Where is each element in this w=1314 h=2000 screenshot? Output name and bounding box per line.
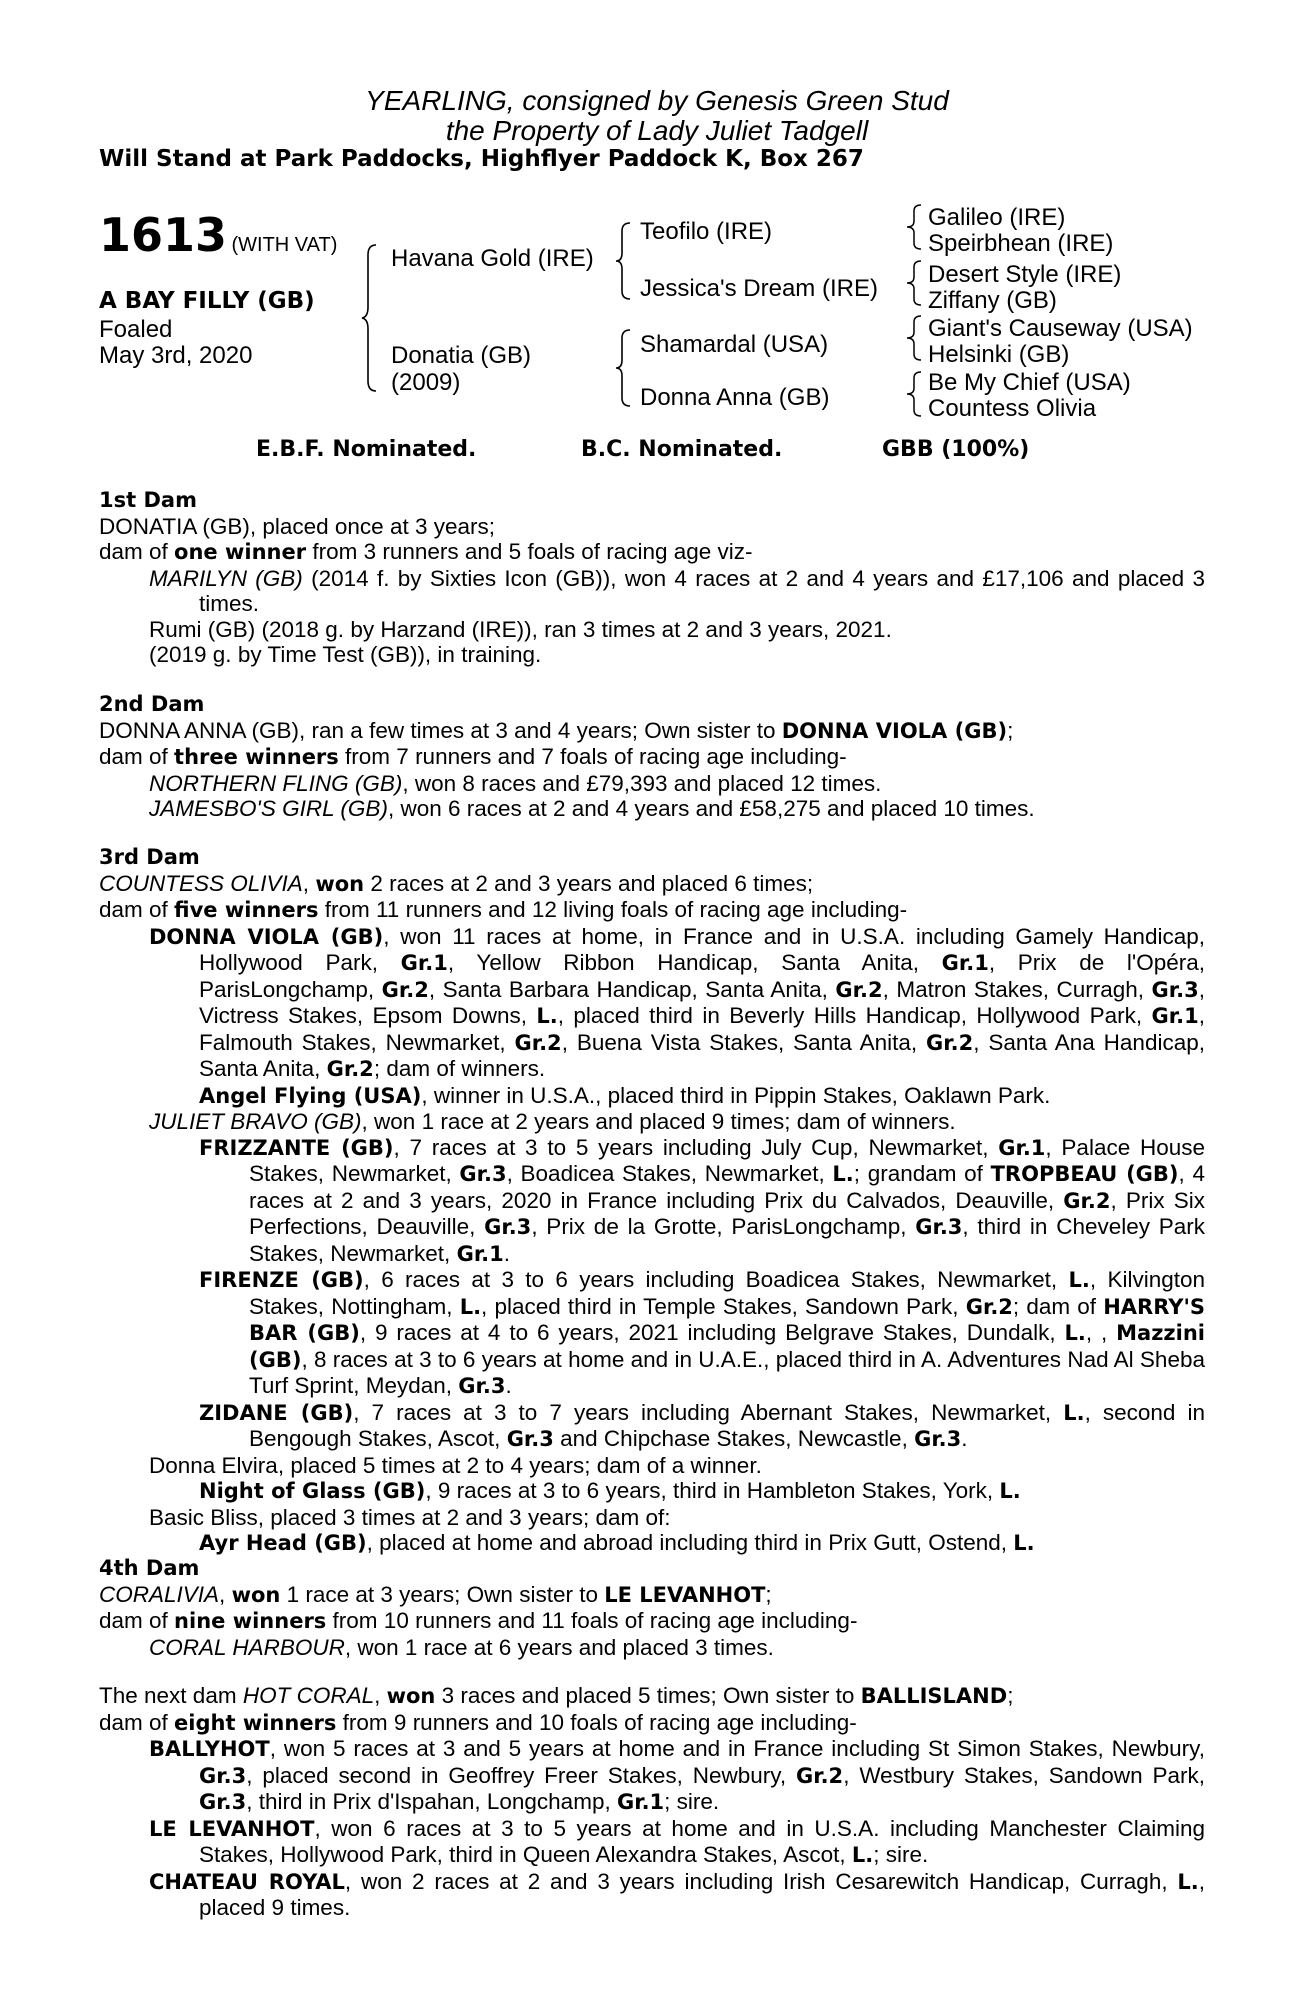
pedigree-sss: Galileo (IRE) (928, 204, 1066, 231)
progeny-entry: Rumi (GB) (2018 g. by Harzand (IRE)), ran 3 times at 2 and 3 years, 2021. (149, 616, 892, 642)
fourth-dam-heading: 4th Dam (99, 1556, 200, 1580)
second-dam-heading: 2nd Dam (99, 692, 205, 716)
second-dam-section (99, 692, 1205, 822)
pedigree-dam-dam: Donna Anna (GB) (640, 384, 830, 411)
header-line-1: YEARLING, consigned by Genesis Green Stud (365, 85, 949, 116)
lot-number: 1613 (99, 208, 228, 262)
vat-label: (WITH VAT) (231, 234, 338, 256)
second-dam-produce-line: dam of three winners from 7 runners and 7 foals of racing age including- (99, 744, 847, 769)
third-dam-line: COUNTESS OLIVIA, won 2 races at 2 and 3 years and placed 6 times; (99, 870, 814, 896)
progeny-entry-ayr-head: Ayr Head (GB), placed at home and abroad including third in Prix Gutt, Ostend, L. (199, 1530, 1035, 1555)
progeny-entry-basic-bliss: Basic Bliss, placed 3 times at 2 and 3 years; dam of: (149, 1504, 671, 1530)
progeny-entry-firenze: FIRENZE (GB), 6 races at 3 to 6 years including Boadicea Stakes, Newmarket, L., Kilvington Stakes, Nottingham, L., placed third in Temple Stakes, Sandown Park, Gr.2; dam of HARRY'S BAR (GB), 9 races at 4 to 6 years, 2021 including Belgrave Stakes, Dundalk, L., , Mazzini (GB), 8 races at 3 to 6 years at home and in U.A.E., placed third in A. Adventures Nad Al Sheba Turf Sprint, Meydan, Gr.3. (199, 1267, 1206, 1398)
progeny-entry: JAMESBO'S GIRL (GB), won 6 races at 2 and 4 years and £58,275 and placed 10 times. (149, 796, 1035, 821)
progeny-entry: (2019 g. by Time Test (GB)), in training. (149, 642, 542, 667)
pedigree-brace-gen3d (905, 370, 925, 418)
pedigree-brace-gen3b (905, 259, 925, 307)
fourth-dam-produce-line: dam of nine winners from 10 runners and 11 foals of racing age including- (99, 1608, 858, 1633)
pedigree-sdd: Ziffany (GB) (928, 287, 1057, 314)
pedigree-brace-gen1 (360, 243, 382, 393)
pedigree-brace-gen2b (614, 328, 636, 408)
pedigree-dam-year: (2009) (391, 369, 461, 396)
third-dam-heading: 3rd Dam (99, 845, 200, 869)
pedigree-dam-sire: Shamardal (USA) (640, 331, 829, 358)
progeny-entry-frizzante: FRIZZANTE (GB), 7 races at 3 to 5 years including July Cup, Newmarket, Gr.1, Palace House Stakes, Newmarket, Gr.3, Boadicea Stakes, Newmarket, L.; grandam of TROPBEAU (GB), 4 races at 2 and 3 years, 2020 in France including Prix du Calvados, Deauville, Gr.2, Prix Six Perfections, Deauville, Gr.3, Prix de la Grotte, ParisLongchamp, Gr.3, third in Cheveley Park Stakes, Newmarket, Gr.1. (199, 1134, 1206, 1266)
first-dam-line: DONATIA (GB), placed once at 3 years; (99, 513, 495, 539)
progeny-entry: CORAL HARBOUR, won 1 race at 6 years and placed 3 times. (149, 1634, 774, 1660)
bc-nomination: B.C. Nominated. (581, 437, 783, 462)
header-line-2: the Property of Lady Juliet Tadgell (445, 115, 869, 146)
pedigree-dam: Donatia (GB) (391, 342, 532, 369)
progeny-entry-angel-flying: Angel Flying (USA), winner in U.S.A., placed third in Pippin Stakes, Oaklawn Park. (199, 1082, 1051, 1108)
pedigree-brace-gen2a (614, 221, 636, 301)
pedigree-ddd: Countess Olivia (928, 395, 1097, 422)
third-dam-produce-line: dam of five winners from 11 runners and 12 living foals of racing age including- (99, 897, 908, 922)
second-dam-line: DONNA ANNA (GB), ran a few times at 3 and 4 years; Own sister to DONNA VIOLA (GB); (99, 717, 1014, 743)
progeny-entry-le-levanhot: LE LEVANHOT, won 6 races at 3 to 5 years at home and in U.S.A. including Manchester Claiming Stakes, Hollywood Park, third in Queen Alexandra Stakes, Ascot, L.; sire. (149, 1815, 1206, 1867)
progeny-entry: NORTHERN FLING (GB), won 8 races and £79,393 and placed 12 times. (149, 770, 882, 796)
pedigree-ssd: Speirbhean (IRE) (928, 230, 1114, 257)
progeny-entry-night-of-glass: Night of Glass (GB), 9 races at 3 to 6 years, third in Hambleton Stakes, York, L. (199, 1478, 1021, 1503)
lot-number-line (99, 208, 337, 262)
lot-title: A BAY FILLY (GB) (99, 288, 315, 314)
progeny-entry-ballyhot: BALLYHOT, won 5 races at 3 and 5 years at home and in France including St Simon Stakes, Newbury, Gr.3, placed second in Geoffrey Freer Stakes, Newbury, Gr.2, Westbury Stakes, Sandown Park, Gr.3, third in Prix d'Ispahan, Longchamp, Gr.1; sire. (149, 1736, 1205, 1814)
progeny-entry: MARILYN (GB) (2014 f. by Sixties Icon (GB)), won 4 races at 2 and 4 years and £17,106 and placed 3 times. (149, 565, 1205, 616)
next-dam-produce-line: dam of eight winners from 9 runners and 10 foals of racing age including- (99, 1709, 857, 1735)
progeny-entry-zidane: ZIDANE (GB), 7 races at 3 to 7 years including Abernant Stakes, Newmarket, L., second in Bengough Stakes, Ascot, Gr.3 and Chipchase Stakes, Newcastle, Gr.3. (199, 1399, 1205, 1451)
progeny-entry-chateau-royal: CHATEAU ROYAL, won 2 races at 2 and 3 years including Irish Cesarewitch Handicap, Curragh, L., placed 9 times. (149, 1868, 1205, 1920)
pedigree-brace-gen3c (905, 314, 925, 362)
foaled-label: Foaled (99, 316, 173, 343)
next-dam-section (99, 1683, 1205, 1921)
pedigree-dsd: Helsinki (GB) (928, 341, 1070, 368)
next-dam-line: The next dam HOT CORAL, won 3 races and placed 5 times; Own sister to BALLISLAND; (99, 1683, 1014, 1708)
first-dam-produce-line: dam of one winner from 3 runners and 5 foals of racing age viz- (99, 539, 753, 564)
header-line-3: Will Stand at Park Paddocks, Highflyer Paddock K, Box 267 (99, 146, 864, 172)
progeny-entry-juliet-bravo: JULIET BRAVO (GB), won 1 race at 2 years and placed 9 times; dam of winners. (149, 1109, 956, 1134)
first-dam-heading: 1st Dam (99, 488, 197, 512)
pedigree-sire-sire: Teofilo (IRE) (640, 218, 773, 245)
gbb-rating: GBB (100%) (882, 437, 1030, 462)
progeny-entry-donna-viola: DONNA VIOLA (GB), won 11 races at home, in France and in U.S.A. including Gamely Handicap, Hollywood Park, Gr.1, Yellow Ribbon Handicap, Santa Anita, Gr.1, Prix de l'Opéra, ParisLongchamp, Gr.2, Santa Barbara Handicap, Santa Anita, Gr.2, Matron Stakes, Curragh, Gr.3, Victress Stakes, Epsom Downs, L., placed third in Beverly Hills Handicap, Hollywood Park, Gr.1, Falmouth Stakes, Newmarket, Gr.2, Buena Vista Stakes, Santa Anita, Gr.2, Santa Ana Handicap, Santa Anita, Gr.2; dam of winners. (149, 923, 1206, 1081)
fourth-dam-line: CORALIVIA, won 1 race at 3 years; Own sister to LE LEVANHOT; (99, 1581, 772, 1607)
pedigree-dss: Giant's Causeway (USA) (928, 315, 1193, 342)
third-dam-section (99, 845, 1205, 1557)
foaled-date: May 3rd, 2020 (99, 342, 253, 369)
pedigree-sds: Desert Style (IRE) (928, 261, 1122, 288)
first-dam-section (99, 488, 1205, 668)
ebf-nomination: E.B.F. Nominated. (256, 437, 477, 462)
pedigree-sire: Havana Gold (IRE) (391, 245, 594, 272)
pedigree-dds: Be My Chief (USA) (928, 369, 1131, 396)
pedigree-brace-gen3a (905, 203, 925, 251)
pedigree-sire-dam: Jessica's Dream (IRE) (640, 275, 878, 302)
fourth-dam-section (99, 1556, 1205, 1660)
progeny-entry-donna-elvira: Donna Elvira, placed 5 times at 2 to 4 years; dam of a winner. (149, 1452, 762, 1478)
